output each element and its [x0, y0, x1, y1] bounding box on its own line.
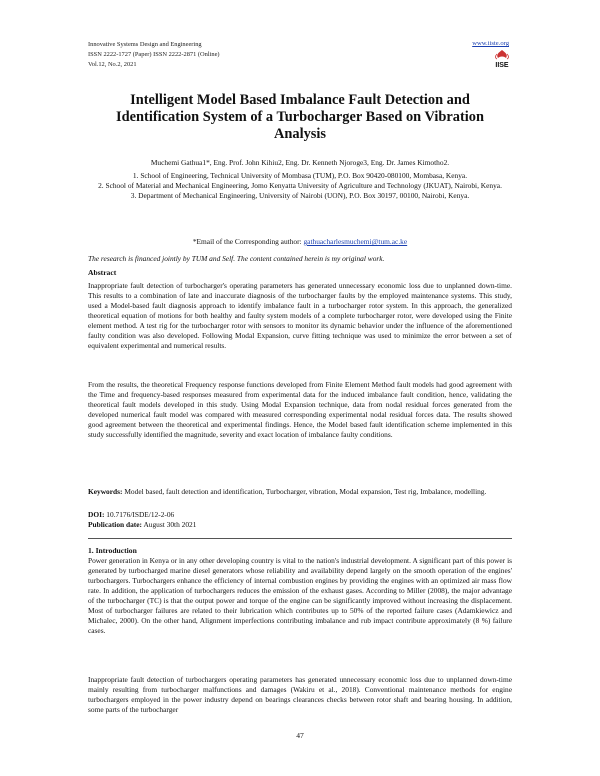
introduction-paragraph-2: Inappropriate fault detection of turbochargers operating parameters has generated unnecessary economic loss due to unplanned down-time mainly resulting from turbocharger malfunctions and damages (Wakiru et al., 2018). Conventional maintenance methods for engine turbochargers employed in the power industry depend on bearings clearances checks between rotor shaft and bearing housing. In addition, some parts of the turbocharger: [88, 675, 512, 715]
affiliation-2: 2. School of Material and Mechanical Engineering, Jomo Kenyatta University of Agriculture and Technology (JKUAT), Nairobi, Kenya.: [98, 181, 502, 190]
abstract-heading: Abstract: [88, 268, 117, 277]
doi-label: DOI:: [88, 510, 105, 519]
doi-block: [88, 510, 512, 530]
abstract-paragraph-2: From the results, the theoretical Frequency response functions developed from Finite Element Method fault models had good agreement with the Time and frequency-based responses measured from experimental data for the induced imbalance fault condition, hence, validating the theoretical fault models developed in this study. Using Modal Expansion technique, data from nodal residual forces generated from the developed numerical fault model was compared with measured corresponding experimental nodal residual forces data. The results showed good agreement between the theoretical and experimental findings. Hence, the Model based fault identification scheme implemented in this study successfully identified the magnitude, severity and exact location of imbalance faulty conditions.: [88, 380, 512, 440]
journal-header: [88, 40, 220, 70]
funding-note: The research is financed jointly by TUM and Self. The content contained herein is my original work.: [88, 254, 385, 263]
section-divider: [88, 538, 512, 539]
affiliations: [88, 171, 512, 201]
keywords-label: Keywords:: [88, 487, 123, 496]
journal-volume: Vol.12, No.2, 2021: [88, 61, 137, 68]
section-1-heading: 1. Introduction: [88, 546, 137, 555]
publication-date-label: Publication date:: [88, 520, 142, 529]
journal-name: Innovative Systems Design and Engineering: [88, 41, 202, 48]
corresponding-email: [88, 237, 512, 247]
email-label: *Email of the Corresponding author:: [192, 237, 302, 246]
author-list: Muchemi Gathua1*, Eng. Prof. John Kihiu2, Eng. Dr. Kenneth Njoroge3, Eng. Dr. James Kimotho2.: [150, 158, 450, 167]
doi-value[interactable]: 10.7176/ISDE/12-2-06: [106, 510, 175, 519]
page-number: 47: [296, 731, 304, 740]
affiliation-1: 1. School of Engineering, Technical University of Mombasa (TUM), P.O. Box 90420-080100, Mombasa, Kenya.: [132, 171, 468, 180]
journal-issn: ISSN 2222-1727 (Paper) ISSN 2222-2871 (Online): [88, 51, 220, 58]
keywords: [88, 487, 512, 497]
paper-title: Intelligent Model Based Imbalance Fault Detection and Identification System of a Turbocharger Based on Vibration Analysis: [116, 92, 484, 143]
iiste-logo-icon: [492, 50, 512, 68]
journal-url-link[interactable]: www.iiste.org: [472, 40, 509, 47]
logo-text: IISE: [495, 61, 509, 68]
affiliation-3: 3. Department of Mechanical Engineering, University of Nairobi (UON), P.O. Box 30197, 00100, Nairobi, Kenya.: [130, 191, 470, 200]
email-link[interactable]: gathuacharlesmuchemi@tum.ac.ke: [303, 237, 408, 246]
introduction-paragraph-1: Power generation in Kenya or in any other developing country is vital to the nation's industrial development. A significant part of this power is generated by turbocharged marine diesel generators whose reliability and availability depend largely on the smooth operation of the engines' turbochargers. Turbochargers enhance the efficiency of internal combustion engines by providing the engines with an optimized air mass flow rate. In addition, the application of turbochargers reduces the emission of the exhaust gases. According to Miller (2008), the major advantage of the turbocharger (TC) is that the output power and torque of the engine can be significantly improved without increasing the displacement. Most of turbocharger failures are related to their lubrication which contributes up to 50% of the reported failure cases (Adamkiewicz and Michalec, 2000). On the other hand, Alignment imperfections contributing imbalance and rub impact contribute approximately (8 %) failure cases.: [88, 556, 512, 636]
publication-date-value: August 30th 2021: [143, 520, 197, 529]
keywords-text: Model based, fault detection and identification, Turbocharger, vibration, Modal expansion, Test rig, Imbalance, modelling.: [124, 487, 487, 496]
abstract-paragraph-1: Inappropriate fault detection of turbocharger's operating parameters has generated unnecessary economic loss due to unplanned down-time. This results to a combination of late and inaccurate diagnosis of the turbocharger faults by the employed maintenance systems. This study, used a Model-based fault diagnosis approach to identify imbalance fault in a turbocharger rotor system. In this approach, the generalized theoretical equation of motions for both healthy and faulty system models of a complete turbocharger rotor, were developed using the Finite element method. A test rig for the turbocharger rotor with sensors to monitor its dynamic behavior under the influence of the aforementioned faulty condition was also developed. Following Modal Expansion, curve fitting technique was used to minimize the error between a set of equivalent experimental and numerical results.: [88, 281, 512, 351]
